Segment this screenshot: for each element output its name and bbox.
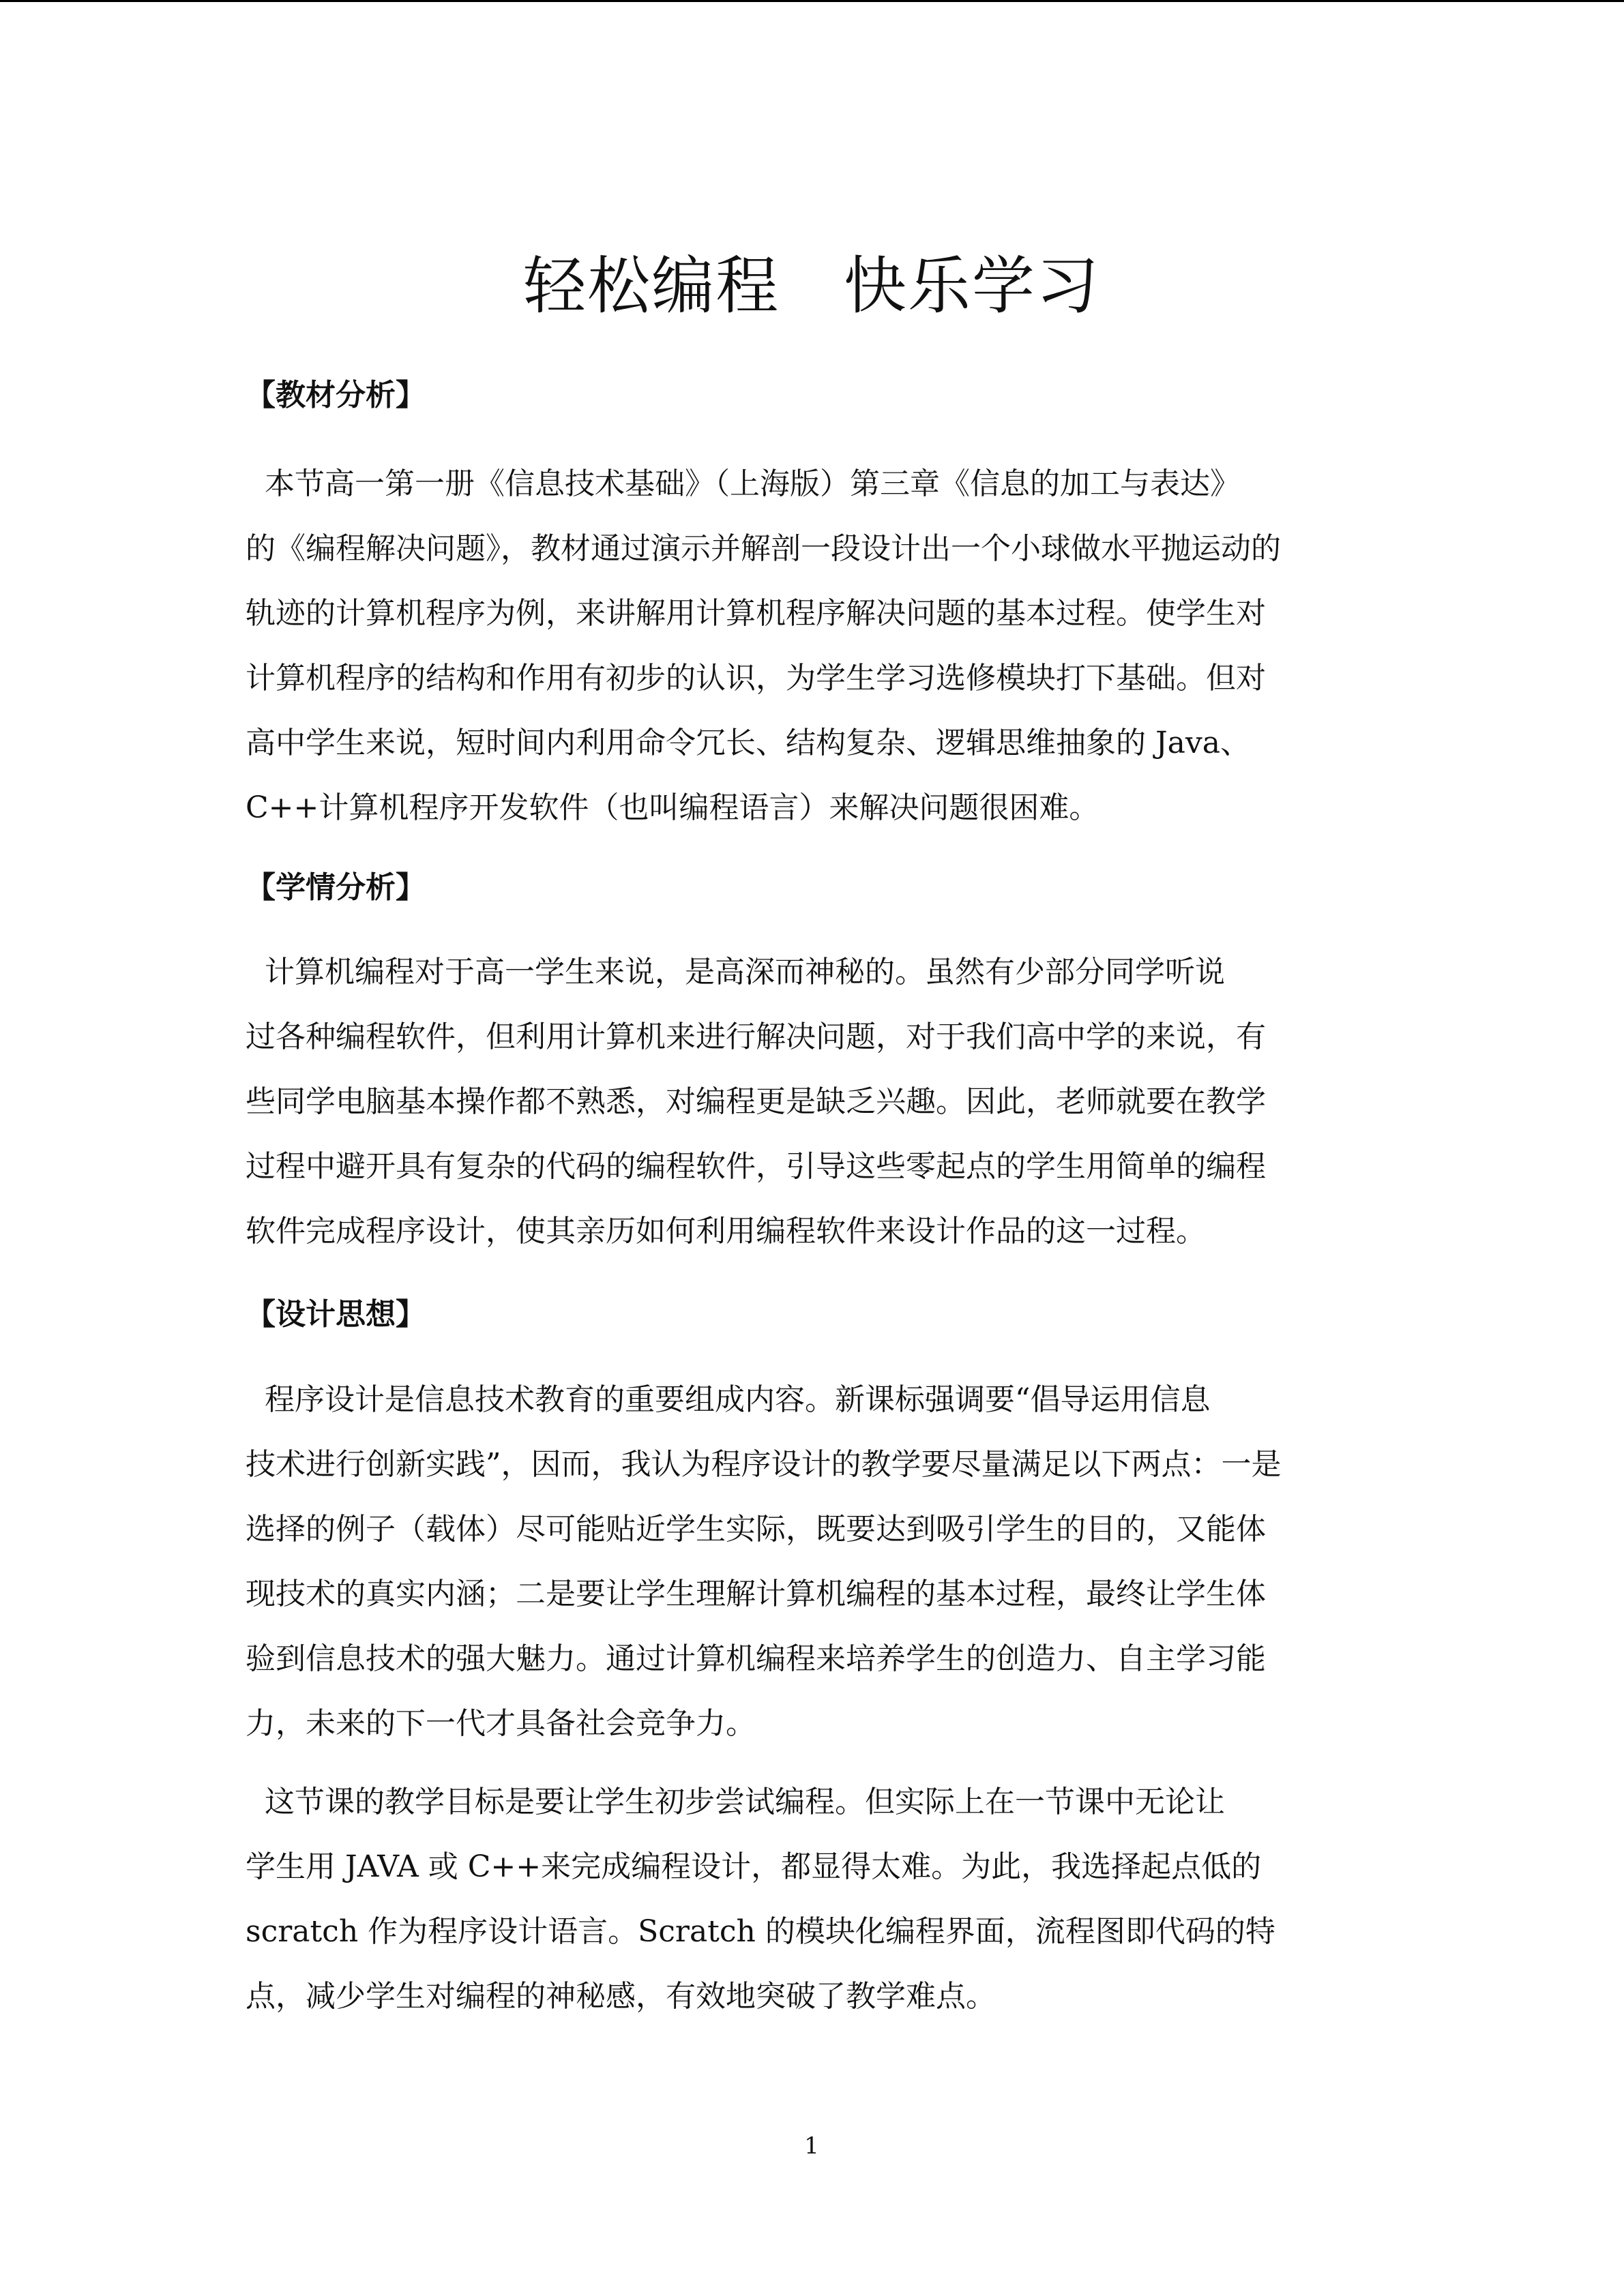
paragraph-line: 程序设计是信息技术教育的重要组成内容。新课标强调要“倡导运用信息: [246, 1382, 1211, 1417]
paragraph-line: 本节高一第一册《信息技术基础》（上海版）第三章《信息的加工与表达》: [246, 466, 1240, 501]
paragraph-student-analysis: [246, 940, 1378, 1264]
paragraph-line: 计算机程序的结构和作用有初步的认识，为学生学习选修模块打下基础。但对: [246, 661, 1266, 696]
paragraph-line: 软件完成程序设计，使其亲历如何利用编程软件来设计作品的这一过程。: [246, 1214, 1206, 1249]
paragraph-line: 高中学生来说，短时间内利用命令冗长、结构复杂、逻辑思维抽象的 Java、: [246, 726, 1250, 760]
paragraph-line: 选择的例子（载体）尽可能贴近学生实际，既要达到吸引学生的目的，又能体: [246, 1512, 1266, 1547]
section-heading-design-thinking: 【设计思想】: [246, 1297, 426, 1332]
paragraph-line: 轨迹的计算机程序为例，来讲解用计算机程序解决问题的基本过程。使学生对: [246, 596, 1266, 631]
paragraph-line: 过各种编程软件，但利用计算机来进行解决问题，对于我们高中学的来说，有: [246, 1019, 1266, 1054]
paragraph-line: C++计算机程序开发软件（也叫编程语言）来解决问题很困难。: [246, 790, 1099, 825]
paragraph-line: 的《编程解决问题》，教材通过演示并解剖一段设计出一个小球做水平抛运动的: [246, 531, 1281, 566]
paragraph-line: 力，未来的下一代才具备社会竞争力。: [246, 1706, 756, 1741]
paragraph-design-thinking-2: [246, 1770, 1378, 2029]
paragraph-design-thinking-1: [246, 1367, 1378, 1756]
top-border-rule: [0, 0, 1624, 2]
paragraph-line: 些同学电脑基本操作都不熟悉，对编程更是缺乏兴趣。因此，老师就要在教学: [246, 1084, 1266, 1119]
paragraph-line: 验到信息技术的强大魅力。通过计算机编程来培养学生的创造力、自主学习能: [246, 1641, 1266, 1676]
paragraph-line: 学生用 JAVA 或 C++来完成编程设计，都显得太难。为此，我选择起点低的: [246, 1849, 1262, 1884]
section-heading-textbook-analysis: 【教材分析】: [246, 378, 426, 413]
paragraph-line: 计算机编程对于高一学生来说，是高深而神秘的。虽然有少部分同学听说: [246, 955, 1225, 989]
paragraph-line: 技术进行创新实践”，因而，我认为程序设计的教学要尽量满足以下两点：一是: [246, 1447, 1282, 1482]
paragraph-line: 现技术的真实内涵；二是要让学生理解计算机编程的基本过程，最终让学生体: [246, 1577, 1266, 1611]
paragraph-line: 点，减少学生对编程的神秘感，有效地突破了教学难点。: [246, 1979, 996, 2014]
paragraph-line: 这节课的教学目标是要让学生初步尝试编程。但实际上在一节课中无论让: [246, 1785, 1225, 1819]
document-title: 轻松编程 快乐学习: [523, 250, 1100, 323]
section-heading-student-analysis: 【学情分析】: [246, 870, 426, 905]
paragraph-line: scratch 作为程序设计语言。Scratch 的模块化编程界面，流程图即代码的特: [246, 1914, 1275, 1949]
paragraph-line: 过程中避开具有复杂的代码的编程软件，引导这些零起点的学生用简单的编程: [246, 1149, 1266, 1184]
page-number: 1: [804, 2132, 819, 2160]
paragraph-textbook-analysis: [246, 451, 1378, 840]
